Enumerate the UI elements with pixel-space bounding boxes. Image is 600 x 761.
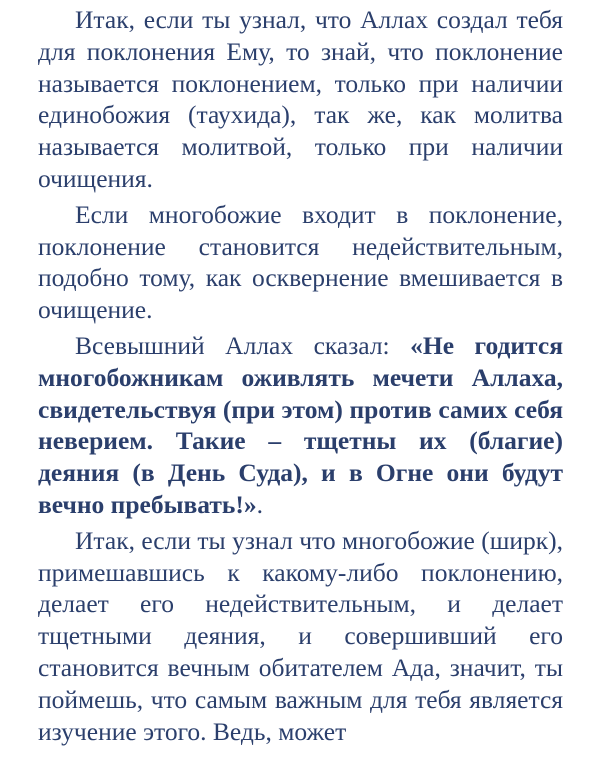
document-page [38,4,563,751]
paragraph-tawhid: Итак, если ты узнал, что Аллах создал тебя для поклонения Ему, то знай, что поклонение называется поклонением, только при наличии единобожия (таухида), так же, как молитва называется молитвой, только при наличии очищения. [38,5,563,193]
quote-end: . [256,489,263,519]
paragraph-shirk-invalidates: Если многобожие входит в поклонение, поклонение становится недействительным, подобно тому, как осквернение вмешивается в очищение. [38,199,563,325]
paragraph-quran-quote [38,330,563,521]
quran-quote: «Не годится многобожникам оживлять мечети Аллаха, свидетельствуя (при этом) против самих себя неверием. Такие – тщетны их (благие) деяния (в День Суда), и в Огне они будут вечно пребывать!» [38,330,564,519]
quote-intro: Всевышний Аллах сказал: [75,330,411,360]
paragraph-conclusion: Итак, если ты узнал что многобожие (ширк), примешавшись к какому-либо поклонению, делает его недействительным, и делает тщетными деяния, и совершивший его становится вечным обитателем Ада, значит, ты поймешь, что самым важным для тебя является изучение этого. Ведь, может [38,525,563,746]
